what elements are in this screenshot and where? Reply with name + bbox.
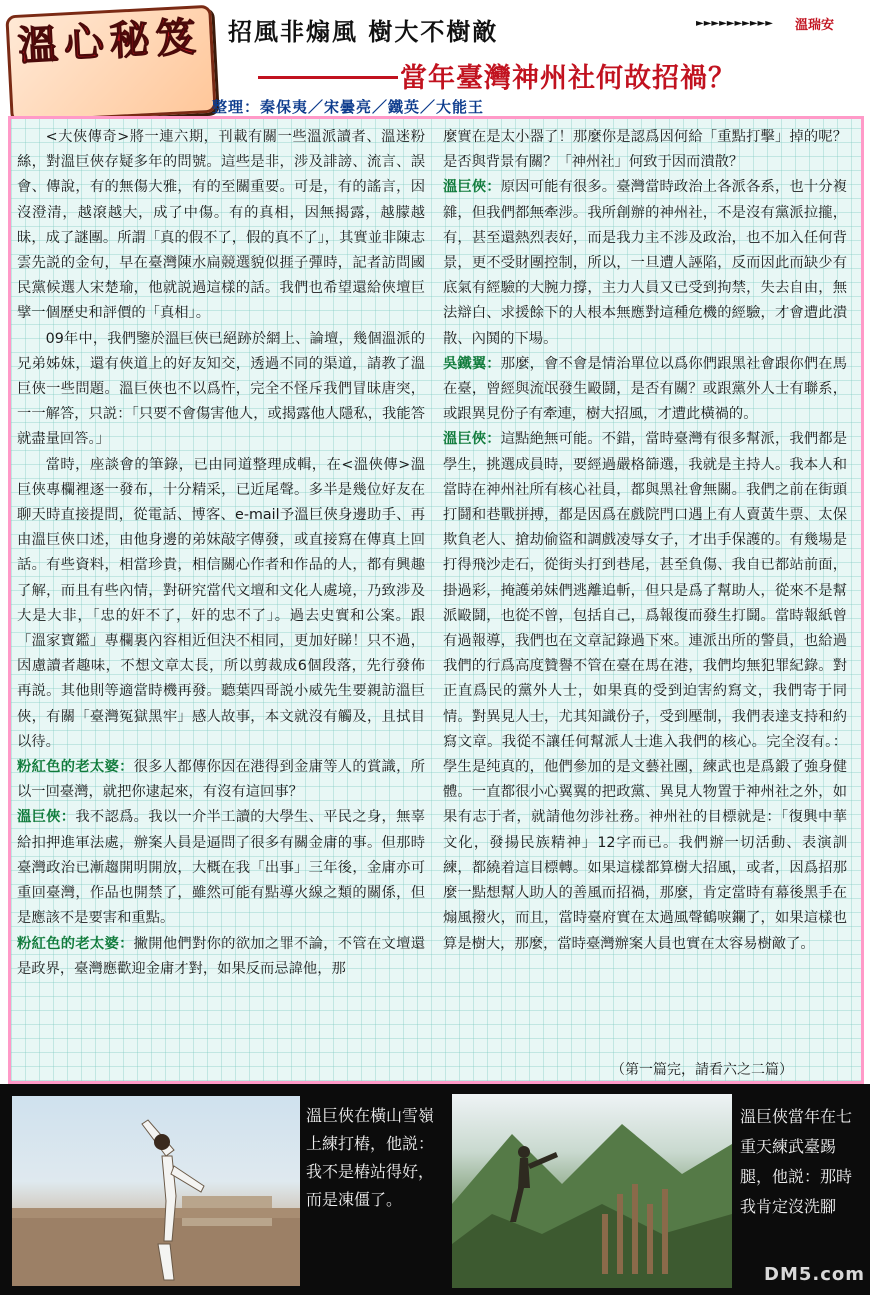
column-logo-text <box>9 14 211 70</box>
title-dash-line <box>258 76 398 79</box>
arrow-decoration: ►►►►►►►►►► <box>696 18 773 29</box>
qa-paragraph <box>443 427 847 956</box>
article-body <box>8 116 864 1084</box>
headline-secondary: 當年臺灣神州社何故招禍？ <box>400 63 736 94</box>
site-watermark: DM5.com <box>764 1264 866 1285</box>
photo-mountain-kick <box>452 1094 732 1288</box>
author-name: 溫瑞安 <box>795 18 835 33</box>
qa-text: 撇開他們對你的欲加之罪不論，不管在文壇還是政界，臺灣應歡迎金庸才對，如果反而忌諱他，那 <box>17 935 426 977</box>
qa-paragraph <box>17 932 425 982</box>
photo-snow-training <box>12 1096 300 1286</box>
photo-snow-training-image <box>12 1096 300 1286</box>
speaker-label: 粉紅色的老太婆： <box>17 935 134 952</box>
paragraph: 麼實在是太小器了！那麼你是認爲因何給「重點打擊」掉的呢？是否與背景有關？「神州社」何致于因而潰散？ <box>443 129 847 171</box>
speaker-label: 粉紅色的老太婆： <box>17 759 134 776</box>
logo-text: 溫心秘笈 <box>16 13 203 70</box>
qa-paragraph <box>443 352 847 428</box>
qa-paragraph <box>17 805 425 931</box>
qa-paragraph <box>443 175 847 351</box>
left-column <box>17 125 425 982</box>
article-header <box>0 0 870 118</box>
continuation-note: （第一篇完，請看六之二篇） <box>611 1062 793 1078</box>
qa-text: 原因可能有很多。臺灣當時政治上各派各系，也十分複雜，但我們都無牽涉。我所創辦的神州社，不是沒有黨派拉攏，有，甚至還熱烈表好，而是我力主不涉及政治，也不加入任何背景，更不受財團控制，所以，一旦遭人誣陷，反而因此而缺少有底氣有經驗的大腕力撐，主力人員又已受到拘禁，失去自由，無法辯白、求援餘下的人根本無應對這種危機的經驗，才會遭此潰散、內鬨的下場。 <box>443 179 847 347</box>
speaker-label: 吳鐵翼： <box>443 355 501 372</box>
column-logo <box>5 5 216 124</box>
qa-text: 很多人都傳你因在港得到金庸等人的賞識，所以一回臺灣，就把你逮起來，有沒有這回事？ <box>17 759 426 801</box>
speaker-label: 溫巨俠： <box>17 809 76 826</box>
qa-text: 那麼，會不會是情治單位以爲你們跟黑社會跟你們在馬在臺，曾經與流氓發生毆鬪，是否有關？或跟黨外人士有聯系，或跟異見份子有牽連，樹大招風，才遭此橫禍的。 <box>443 355 847 423</box>
photo-mountain-kick-image <box>452 1094 732 1288</box>
paragraph: 當時，座談會的筆錄，已由同道整理成輯，在<溫俠傳>溫巨俠專欄裡逐一發布，十分精采，已近尾聲。多半是幾位好友在聊天時直接提問，從電話、博客、e-mail予溫巨俠身邊助手、再由溫巨俠口述，由他身邊的弟妹敲字傳發，或直接寫在傳真上回話。有些資料，相當珍貴，相信關心作者和作品的人，都有興趣了解，而且有些內情，對研究當代文壇和文化人處境，乃致涉及大是大非，「忠的奸不了，奸的忠不了」。過去史實和公案。跟「溫家寶鑑」專欄裏內容相近但決不相同，更加好睇！只不過，因慮讀者趣味，不想文章太長，所以剪裁成6個段落，先行發佈再説。其他則等適當時機再發。聽葉四哥説小威先生要親訪溫巨俠，有關「臺灣冤獄黑牢」感人故事，本文就沒有觸及，且拭目以待。 <box>17 456 425 750</box>
paragraph: <大俠傳奇>將一連六期，刊載有關一些溫派讀者、溫迷粉絲，對溫巨俠存疑多年的問號。這些是非，涉及誹謗、流言、誤會、傳說，有的無傷大雅，有的至關重要。可是，有的謠言，因沒澄清，越滾越大，成了中傷。有的真相，因無揭露，越朦越昧，成了謎團。所謂「真的假不了，假的真不了」，其實並非陳志雲先説的金句，早在臺灣陳水扁競選貌似捱子彈時，記者訪問國民黨候選人宋楚瑜，他就説過這樣的話。我們也希望還給俠壇巨擘一個歷史和評價的「真相」。 <box>17 129 425 322</box>
photo2-caption: 溫巨俠當年在七重天練武臺踢腿，他説：那時我肯定沒洗腳 <box>740 1107 853 1216</box>
qa-paragraph <box>17 755 425 805</box>
right-column <box>443 125 847 957</box>
qa-text: 這點絶無可能。不錯，當時臺灣有很多幫派，我們都是學生，挑選成員時，要經過嚴格篩選，我就是主持人。我本人和當時在神州社所有核心社員，都與黑社會無關。我們之前在街頭打鬪和巷戰拼搏，都是因爲在戲院門口遇上有人賣黃牛票、太保欺負老人、搶劫偷盜和調戲凌辱女子，才出手保護的。有幾場是打得飛沙走石，從街头打到巷尾，甚至負傷、我自已都站前面，掛過彩，掩護弟妹們逃離追斬，但只是爲了幫助人，從來不是幫派毆鬪，也從不曾，包括自己，爲報復而發生打鬪。當時報紙曾有過報導，我們也在文章記錄過下來。連派出所的警員，也給過我們的行爲高度贊譽不管在臺在馬在港，我們均無犯罪紀錄。對正直爲民的黨外人士，如果真的受到迫害約寫文，我們寄于同情。對異見人士，尤其知識份子，受到壓制，我們表達支持和約寫文章。我從不讓任何幫派人士進入我們的核心。完全沒有。：學生是纯真的，他們參加的是文藝社團，練武也是爲鍛了強身健體。一直都很小心翼翼的把政黨、異見人物置于神州社之外，如果有志于者，就請他勿涉社務。神州社的目標就是：「復興中華文化，發揚民族精神」12字而已。我們辦一切活動、表演訓練，都繞着這目標轉。如果這樣都算樹大招風，或者，因爲招那麼一點想幫人助人的善風而招禍，那麼，肯定當時有幕後黑手在煽風撥火，而且，當時臺府實在太過風聲鶴唳鑭了，如果這樣也算是樹大，那麼，當時臺灣辦案人員也實在太容易樹敵了。 <box>443 431 847 952</box>
speaker-label: 溫巨俠： <box>443 179 501 196</box>
speaker-label: 溫巨俠： <box>443 431 501 448</box>
photo1-caption: 溫巨俠在橫山雪嶺上練打樁，他説：我不是樁站得好，而是凍僵了。 <box>306 1106 435 1209</box>
photo-band <box>0 1084 870 1295</box>
editors-credit: 整理：秦保夷／宋曇亮／鐵英／大能王 <box>212 98 485 116</box>
paragraph: 09年中，我們鑒於溫巨俠已絕跡於網上、論壇，幾個溫派的兄弟姊妹，還有俠道上的好友知交，透過不同的渠道，請教了溫巨俠一些問題。溫巨俠也不以爲忤，完全不怪斥我們冒昧唐突，一一解答，只説：「只要不會傷害他人，或揭露他人隱私，我能答就盡量回答。」 <box>17 330 425 448</box>
headline-primary: 招風非煽風 樹大不樹敵 <box>228 17 499 46</box>
qa-text: 我不認爲。我以一介半工讀的大學生、平民之身，無辜給扣押進軍法處，辦案人員是逼問了很多有關金庸的事。但那時臺灣政治已漸趨開明開放，大概在我「出事」三年後，金庸亦可重回臺灣，作品也開禁了，雖然可能有點導火線之類的關係，但是應該不是要害和重點。 <box>17 809 425 927</box>
